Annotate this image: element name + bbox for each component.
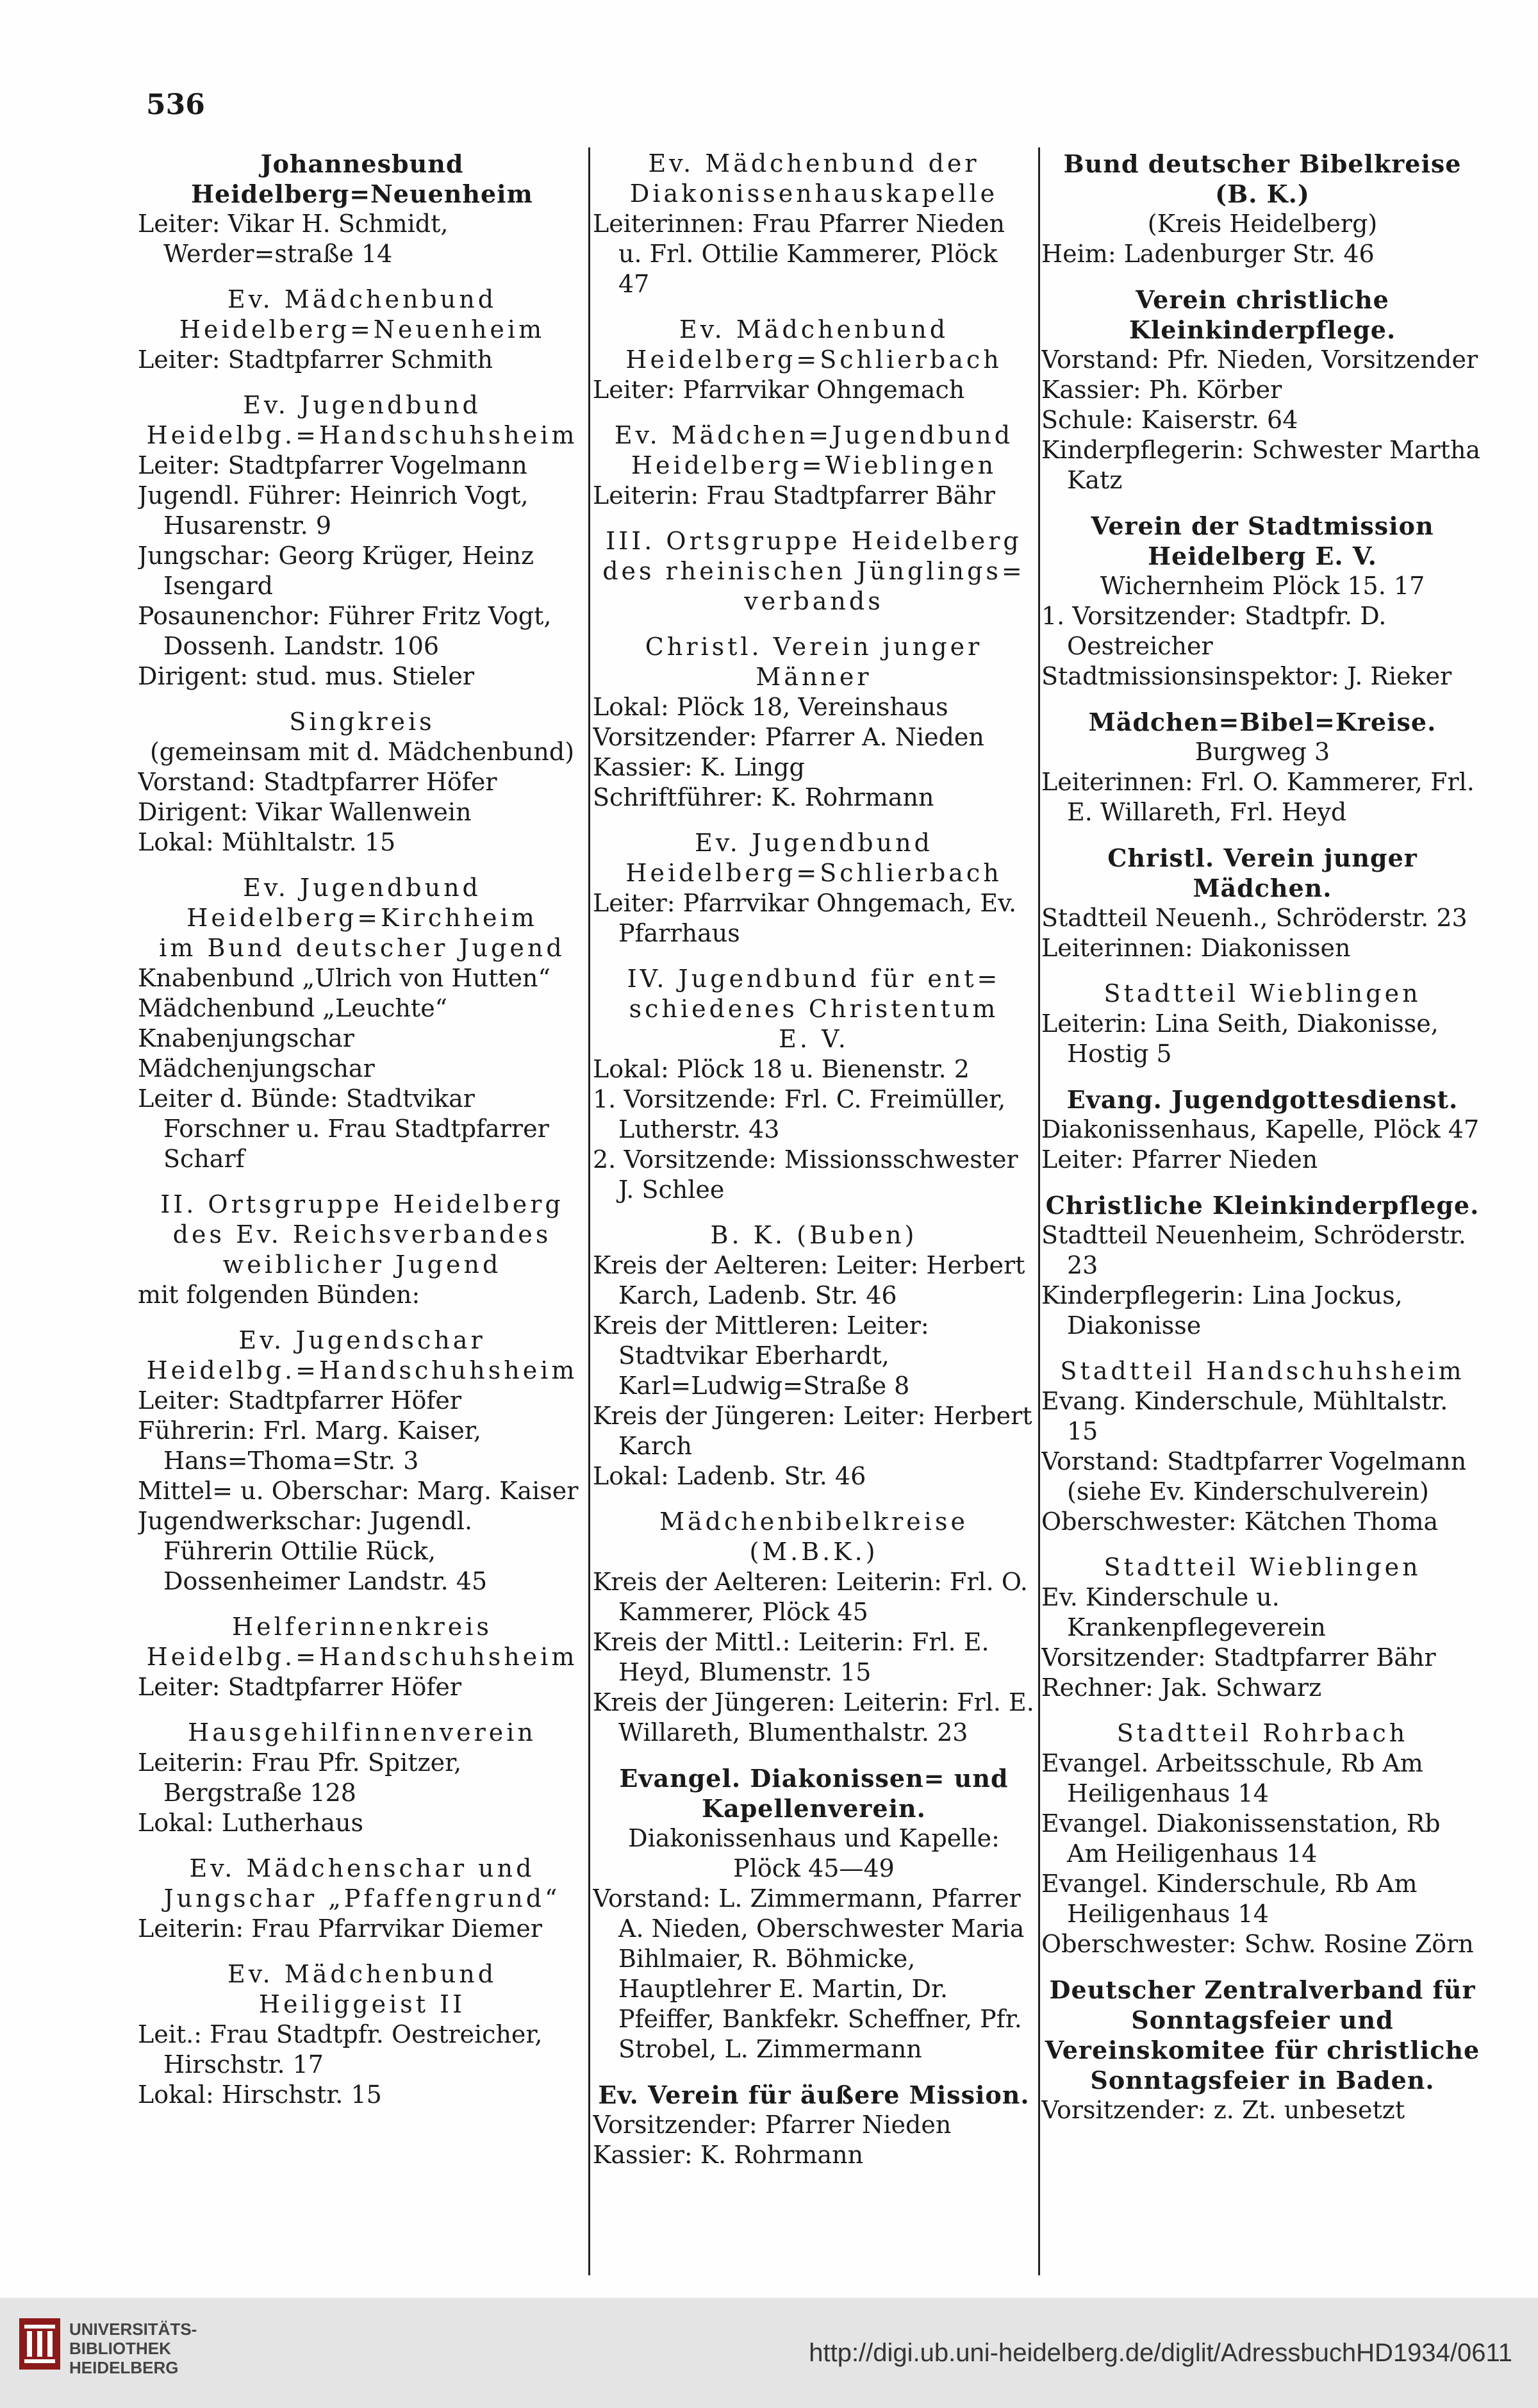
source-url-link[interactable]: http://digi.ub.uni-heidelberg.de/diglit/AdressbuchHD1934/0611	[809, 2339, 1512, 2367]
entry-heading: Ev. Mädchenbund der	[648, 149, 980, 178]
entry-line: Rechner: Jak. Schwarz	[1041, 1673, 1322, 1702]
entry-line: Kreis der Jüngeren: Leiter: Herbert Karch	[593, 1402, 1032, 1460]
entry-line: Ev. Kinderschule u. Krankenpflegeverein	[1041, 1583, 1326, 1641]
entry-heading: des Ev. Reichsverbandes	[172, 1220, 552, 1249]
entry-heading: Ev. Jugendbund	[243, 874, 481, 902]
directory-entry	[1041, 1084, 1484, 1175]
entry-heading: Hausgehilfinnenverein	[188, 1718, 536, 1747]
library-name-line: HEIDELBERG	[69, 2358, 179, 2377]
entry-line: Leiter: Pfarrvikar Ohngemach	[593, 376, 965, 404]
column-right	[1041, 149, 1484, 2283]
entry-subheading: Wichernheim Plöck 15. 17	[1100, 572, 1425, 600]
entry-heading: Deutscher Zentralverband für Sonntagsfeier und Vereinskomitee für christliche Sonntagsfeier in Baden.	[1045, 1975, 1480, 2095]
entry-line: Leiter: Stadtpfarrer Vogelmann	[138, 451, 527, 479]
column-left	[138, 149, 586, 2283]
entry-line: Vorsitzender: Stadtpfarrer Bähr	[1041, 1643, 1436, 1672]
directory-entry	[593, 1220, 1035, 1491]
entry-heading: Heidelberg=Wieblingen	[631, 451, 997, 479]
entry-line: Oberschwester: Schw. Rosine Zörn	[1041, 1930, 1474, 1958]
entry-subheading: Burgweg 3	[1195, 738, 1330, 766]
entry-heading: E. V.	[779, 1025, 849, 1053]
viewer-footer	[0, 2298, 1538, 2408]
entry-heading: Stadtteil Handschuhsheim	[1060, 1357, 1465, 1385]
entry-line: Lokal: Mühltalstr. 15	[138, 828, 396, 856]
entry-heading: Ev. Jugendbund	[243, 391, 481, 419]
entry-line: mit folgenden Bünden:	[138, 1281, 420, 1309]
entry-line: Dirigent: Vikar Wallenwein	[138, 798, 472, 826]
entry-line: Stadtteil Neuenh., Schröderstr. 23	[1041, 904, 1468, 932]
entry-line: Vorsitzender: Pfarrer Nieden	[593, 2111, 952, 2139]
entry-line: Lokal: Ladenb. Str. 46	[593, 1462, 866, 1490]
directory-entry	[1041, 1190, 1484, 1341]
entry-line: Leiter: Vikar H. Schmidt, Werder=straße 14	[138, 210, 449, 268]
entry-heading: Männer	[756, 663, 872, 691]
entry-heading: Verein der Stadtmission Heidelberg E. V.	[1091, 511, 1434, 570]
entry-heading: Heidelbg.=Handschuhsheim	[146, 1356, 578, 1384]
entry-line: 1. Vorsitzender: Stadtpfr. D. Oestreicher	[1041, 602, 1387, 660]
entry-heading: Helferinnenkreis	[232, 1613, 492, 1641]
directory-entry	[138, 1325, 586, 1597]
directory-entry	[138, 707, 586, 858]
entry-line: Kinderpflegerin: Schwester Martha Katz	[1041, 436, 1481, 494]
entry-line: 2. Vorsitzende: Missionsschwester J. Schlee	[593, 1145, 1018, 1204]
entry-line: Leiter: Stadtpfarrer Schmith	[138, 345, 493, 374]
entry-line: Leit.: Frau Stadtpfr. Oestreicher, Hirschstr. 17	[138, 2020, 543, 2079]
entry-heading: Stadtteil Wieblingen	[1104, 979, 1421, 1008]
entry-heading: Ev. Mädchen=Jugendbund	[614, 421, 1014, 449]
directory-entry	[593, 964, 1035, 1205]
directory-entry	[1041, 149, 1484, 269]
directory-entry	[138, 390, 586, 692]
entry-heading: Stadtteil Rohrbach	[1116, 1719, 1409, 1747]
directory-entry	[593, 1507, 1035, 1748]
library-name-line: BIBLIOTHEK	[69, 2339, 171, 2358]
entry-line: Stadtteil Neuenheim, Schröderstr. 23	[1041, 1221, 1466, 1279]
entry-line: Leiterinnen: Frl. O. Kammerer, Frl. E. Willareth, Frl. Heyd	[1041, 768, 1475, 826]
directory-entry	[138, 285, 586, 375]
entry-heading: Singkreis	[289, 708, 435, 736]
page-number: 536	[146, 88, 205, 121]
entry-line: Heim: Ladenburger Str. 46	[1041, 240, 1375, 268]
entry-heading: des rheinischen Jünglings=	[602, 557, 1025, 585]
directory-entry	[593, 420, 1035, 511]
entry-line: Leiter: Stadtpfarrer Höfer	[138, 1673, 462, 1701]
column-divider	[588, 147, 590, 2275]
entry-subheading: (gemeinsam mit d. Mädchenbund)	[149, 738, 575, 766]
entry-line: Kreis der Aelteren: Leiterin: Frl. O. Kammerer, Plöck 45	[593, 1568, 1028, 1626]
entry-heading: Johannesbund	[260, 149, 464, 178]
entry-line: Kassier: Ph. Körber	[1041, 376, 1282, 404]
entry-subheading: (Kreis Heidelberg)	[1147, 210, 1378, 238]
entry-heading: Ev. Mädchenbund	[227, 285, 497, 313]
entry-line: Leiterinnen: Diakonissen	[1041, 934, 1351, 962]
library-logo-icon	[19, 2318, 60, 2370]
entry-line: Leiterinnen: Frau Pfarrer Nieden u. Frl. Ottilie Kammerer, Plöck 47	[593, 210, 1005, 298]
directory-entry	[1041, 1356, 1484, 1537]
entry-line: Leiter d. Bünde: Stadtvikar Forschner u. Frau Stadtpfarrer Scharf	[138, 1084, 549, 1173]
entry-heading: Heidelberg=Schlierbach	[625, 859, 1002, 887]
directory-entry	[1041, 1975, 1484, 2125]
directory-entry	[1041, 1718, 1484, 1959]
entry-line: Mädchenbund „Leuchte“	[138, 994, 448, 1022]
entry-line: Kreis der Mittl.: Leiterin: Frl. E. Heyd, Blumenstr. 15	[593, 1628, 989, 1686]
entry-line: Jungschar: Georg Krüger, Heinz Isengard	[138, 542, 534, 600]
directory-entry	[593, 149, 1035, 299]
directory-entry	[593, 1763, 1035, 2064]
directory-entry	[138, 873, 586, 1174]
entry-line: Kreis der Aelteren: Leiter: Herbert Karch, Ladenb. Str. 46	[593, 1251, 1025, 1309]
entry-line: Jugendwerkschar: Jugendl. Führerin Ottilie Rück, Dossenheimer Landstr. 45	[138, 1507, 488, 1595]
entry-line: Vorstand: Stadtpfarrer Vogelmann (siehe Ev. Kinderschulverein)	[1041, 1447, 1467, 1506]
entry-heading: Heidelbg.=Handschuhsheim	[146, 421, 578, 449]
entry-line: Stadtmissionsinspektor: J. Rieker	[1041, 662, 1452, 690]
entry-heading: Heidelberg=Neuenheim	[179, 315, 545, 344]
entry-heading: verbands	[744, 587, 884, 615]
directory-entry	[138, 1854, 586, 1944]
entry-heading: Heidelberg=Neuenheim	[191, 179, 533, 208]
entry-line: Vorstand: L. Zimmermann, Pfarrer A. Nieden, Oberschwester Maria Bihlmaier, R. Böhmicke, Hauptlehrer E. Martin, Dr. Pfeiffer, Bankfekr. Scheffner, Pfr. Strobel, L. Zimmermann	[593, 1884, 1025, 2063]
entry-line: Lokal: Lutherhaus	[138, 1809, 364, 1837]
entry-heading: Christliche Kleinkinderpflege.	[1045, 1191, 1480, 1220]
entry-line: Evangel. Diakonissenstation, Rb Am Heiligenhaus 14	[1041, 1809, 1441, 1868]
entry-line: Leiterin: Frau Stadtpfarrer Bähr	[593, 481, 995, 510]
entry-line: Evangel. Kinderschule, Rb Am Heiligenhaus 14	[1041, 1870, 1418, 1928]
entry-line: 1. Vorsitzende: Frl. C. Freimüller, Lutherstr. 43	[593, 1085, 1006, 1143]
entry-heading: Heidelberg=Kirchheim	[186, 904, 538, 932]
entry-heading: schiedenes Christentum	[629, 995, 999, 1023]
entry-line: Diakonissenhaus, Kapelle, Plöck 47	[1041, 1115, 1480, 1143]
entry-heading: Heidelbg.=Handschuhsheim	[146, 1643, 578, 1671]
entry-heading: IV. Jugendbund für ent=	[627, 965, 1001, 993]
directory-entry	[1041, 511, 1484, 692]
directory-entry	[593, 828, 1035, 949]
entry-heading: Ev. Mädchenschar und Jungschar „Pfaffengrund“	[163, 1854, 561, 1913]
entry-heading: Ev. Mädchenbund Heiliggeist II	[227, 1960, 497, 2018]
entry-subheading: Diakonissenhaus und Kapelle: Plöck 45—49	[628, 1824, 1000, 1882]
entry-line: Lokal: Plöck 18, Vereinshaus	[593, 693, 948, 721]
entry-line: Kassier: K. Rohrmann	[593, 2141, 864, 2169]
entry-line: Leiterin: Frau Pfr. Spitzer, Bergstraße 128	[138, 1748, 462, 1807]
directory-entry	[138, 1718, 586, 1838]
entry-heading: Ev. Mädchenbund	[679, 315, 949, 344]
directory-entry	[593, 526, 1035, 617]
entry-line: Leiter: Stadtpfarrer Höfer	[138, 1386, 462, 1415]
entry-heading: Stadtteil Wieblingen	[1104, 1553, 1421, 1581]
entry-line: Kreis der Jüngeren: Leiterin: Frl. E. Willareth, Blumenthalstr. 23	[593, 1688, 1034, 1747]
library-name	[69, 2320, 197, 2377]
directory-entry	[593, 632, 1035, 813]
entry-line: Leiterin: Lina Seith, Diakonisse, Hostig 5	[1041, 1009, 1439, 1068]
column-divider	[1038, 147, 1040, 2275]
entry-heading: Ev. Verein für äußere Mission.	[598, 2080, 1030, 2109]
entry-line: Jugendl. Führer: Heinrich Vogt, Husarenstr. 9	[138, 481, 529, 540]
entry-heading: Evang. Jugendgottesdienst.	[1066, 1085, 1459, 1114]
directory-entry	[593, 315, 1035, 405]
directory-entry	[1041, 1552, 1484, 1703]
entry-heading: B. K. (Buben)	[710, 1221, 918, 1249]
entry-line: Vorsitzender: Pfarrer A. Nieden	[593, 723, 984, 751]
entry-line: Leiter: Pfarrer Nieden	[1041, 1145, 1318, 1174]
directory-entry	[138, 1612, 586, 1702]
directory-entry	[593, 2080, 1035, 2170]
entry-heading: weiblicher Jugend	[222, 1250, 502, 1279]
entry-line: Vorsitzender: z. Zt. unbesetzt	[1041, 2096, 1405, 2124]
entry-line: Schule: Kaiserstr. 64	[1041, 406, 1298, 434]
entry-heading: Heidelberg=Schlierbach	[625, 345, 1002, 374]
entry-line: Knabenjungschar	[138, 1024, 354, 1052]
entry-heading: Ev. Jugendbund	[695, 829, 933, 857]
entry-line: Lokal: Plöck 18 u. Bienenstr. 2	[593, 1055, 970, 1083]
directory-entry	[1041, 843, 1484, 963]
entry-line: Kassier: K. Lingg	[593, 753, 805, 781]
entry-heading: Evangel. Diakonissen= und Kapellenverein.	[619, 1764, 1009, 1823]
directory-entry	[138, 149, 586, 269]
directory-entry	[1041, 979, 1484, 1069]
entry-line: Oberschwester: Kätchen Thoma	[1041, 1507, 1439, 1536]
entry-line: Evangel. Arbeitsschule, Rb Am Heiligenhaus 14	[1041, 1749, 1423, 1807]
entry-heading: im Bund deutscher Jugend	[159, 934, 565, 962]
entry-line: Evang. Kinderschule, Mühltalstr. 15	[1041, 1387, 1448, 1445]
entry-line: Kinderpflegerin: Lina Jockus, Diakonisse	[1041, 1281, 1403, 1340]
entry-line: Vorstand: Stadtpfarrer Höfer	[138, 768, 497, 796]
entry-line: Vorstand: Pfr. Nieden, Vorsitzender	[1041, 345, 1478, 374]
entry-heading: II. Ortsgruppe Heidelberg	[160, 1190, 564, 1218]
directory-entry	[138, 1190, 586, 1310]
entry-heading: Mädchen=Bibel=Kreise.	[1088, 708, 1437, 736]
entry-line: Posaunenchor: Führer Fritz Vogt, Dossenh. Landstr. 106	[138, 602, 552, 660]
entry-line: Kreis der Mittleren: Leiter: Stadtvikar Eberhardt, Karl=Ludwig=Straße 8	[593, 1311, 929, 1400]
entry-line: Schriftführer: K. Rohrmann	[593, 783, 934, 811]
directory-entry	[1041, 285, 1484, 495]
entry-heading: Christl. Verein junger	[645, 633, 983, 661]
entry-heading: Christl. Verein junger Mädchen.	[1107, 843, 1418, 902]
entry-heading: Mädchenbibelkreise (M.B.K.)	[659, 1507, 968, 1566]
entry-heading: Ev. Jugendschar	[238, 1326, 486, 1354]
entry-line: Mädchenjungschar	[138, 1054, 375, 1083]
entry-line: Leiterin: Frau Pfarrvikar Diemer	[138, 1914, 543, 1943]
column-middle	[593, 149, 1035, 2283]
library-name-line: UNIVERSITÄTS-	[69, 2320, 197, 2339]
entry-line: Lokal: Hirschstr. 15	[138, 2080, 382, 2109]
entry-heading: Verein christliche Kleinkinderpflege.	[1129, 285, 1396, 344]
entry-line: Leiter: Pfarrvikar Ohngemach, Ev. Pfarrhaus	[593, 889, 1017, 947]
entry-line: Führerin: Frl. Marg. Kaiser, Hans=Thoma=Str. 3	[138, 1416, 481, 1475]
entry-heading: Diakonissenhauskapelle	[629, 179, 998, 208]
entry-line: Mittel= u. Oberschar: Marg. Kaiser	[138, 1477, 579, 1505]
entry-line: Dirigent: stud. mus. Stieler	[138, 662, 475, 690]
directory-entry	[138, 1959, 586, 2110]
entry-heading: Bund deutscher Bibelkreise (B. K.)	[1063, 149, 1462, 208]
entry-line: Knabenbund „Ulrich von Hutten“	[138, 964, 550, 992]
entry-heading: III. Ortsgruppe Heidelberg	[606, 527, 1022, 555]
directory-entry	[1041, 707, 1484, 827]
